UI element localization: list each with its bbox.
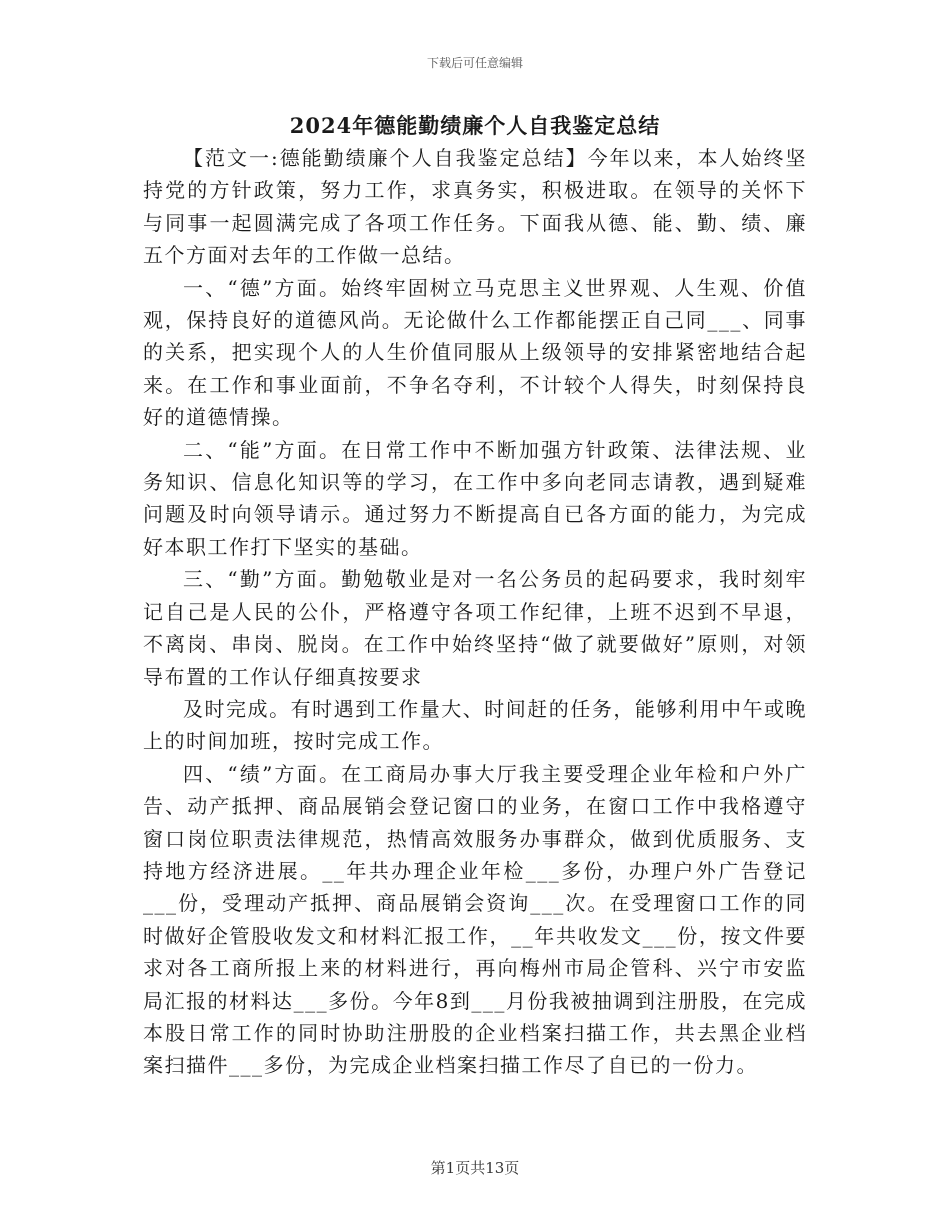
paragraph-neng: 二、“能”方面。在日常工作中不断加强方针政策、法律法规、业务知识、信息化知识等的学习，在工作中多向老同志请教，遇到疑难问题及时向领导请示。通过努力不断提高自已各方面的能力，为完成好本职工作打下坚实的基础。: [143, 437, 807, 559]
paragraph-qin: 三、“勤”方面。勤勉敬业是对一名公务员的起码要求，我时刻牢记自己是人民的公仆，严格遵守各项工作纪律，上班不迟到不早退，不离岗、串岗、脱岗。在工作中始终坚持“做了就要做好”原则，对领导布置的工作认仔细真按要求: [143, 567, 807, 689]
paragraph-qin-continued: 及时完成。有时遇到工作量大、时间赶的任务，能够利用中午或晚上的时间加班，按时完成工作。: [143, 696, 807, 754]
paragraph-de: 一、“德”方面。始终牢固树立马克思主义世界观、人生观、价值观，保持良好的道德风尚。无论做什么工作都能摆正自己同___、同事的关系，把实现个人的人生价值同服从上级领导的安排紧密地结合起来。在工作和事业面前，不争名夺利，不计较个人得失，时刻保持良好的道德情操。: [143, 275, 807, 430]
document-body: [143, 142, 807, 1082]
page-footer-page-number: 第1页共13页: [430, 1159, 520, 1177]
document-title: 2024年德能勤绩廉个人自我鉴定总结: [289, 113, 661, 138]
paragraph-intro: 【范文一:德能勤绩廉个人自我鉴定总结】今年以来，本人始终坚持党的方针政策，努力工作，求真务实，积极进取。在领导的关怀下与同事一起圆满完成了各项工作任务。下面我从德、能、勤、绩、廉五个方面对去年的工作做一总结。: [143, 146, 807, 268]
paragraph-ji: 四、“绩”方面。在工商局办事大厅我主要受理企业年检和户外广告、动产抵押、商品展销会登记窗口的业务，在窗口工作中我格遵守窗口岗位职责法律规范，热情高效服务办事群众，做到优质服务、支持地方经济进展。__年共办理企业年检___多份，办理户外广告登记___份，受理动产抵押、商品展销会资询___次。在受理窗口工作的同时做好企管股收发文和材料汇报工作，__年共收发文___份，按文件要求对各工商所报上来的材料进行，再向梅州市局企管科、兴宁市安监局汇报的材料达___多份。今年8到___月份我被抽调到注册股，在完成本股日常工作的同时协助注册股的企业档案扫描工作，共去黑企业档案扫描件___多份，为完成企业档案扫描工作尽了自已的一份力。: [143, 761, 807, 1078]
page-header-note: 下载后可任意编辑: [426, 56, 523, 70]
